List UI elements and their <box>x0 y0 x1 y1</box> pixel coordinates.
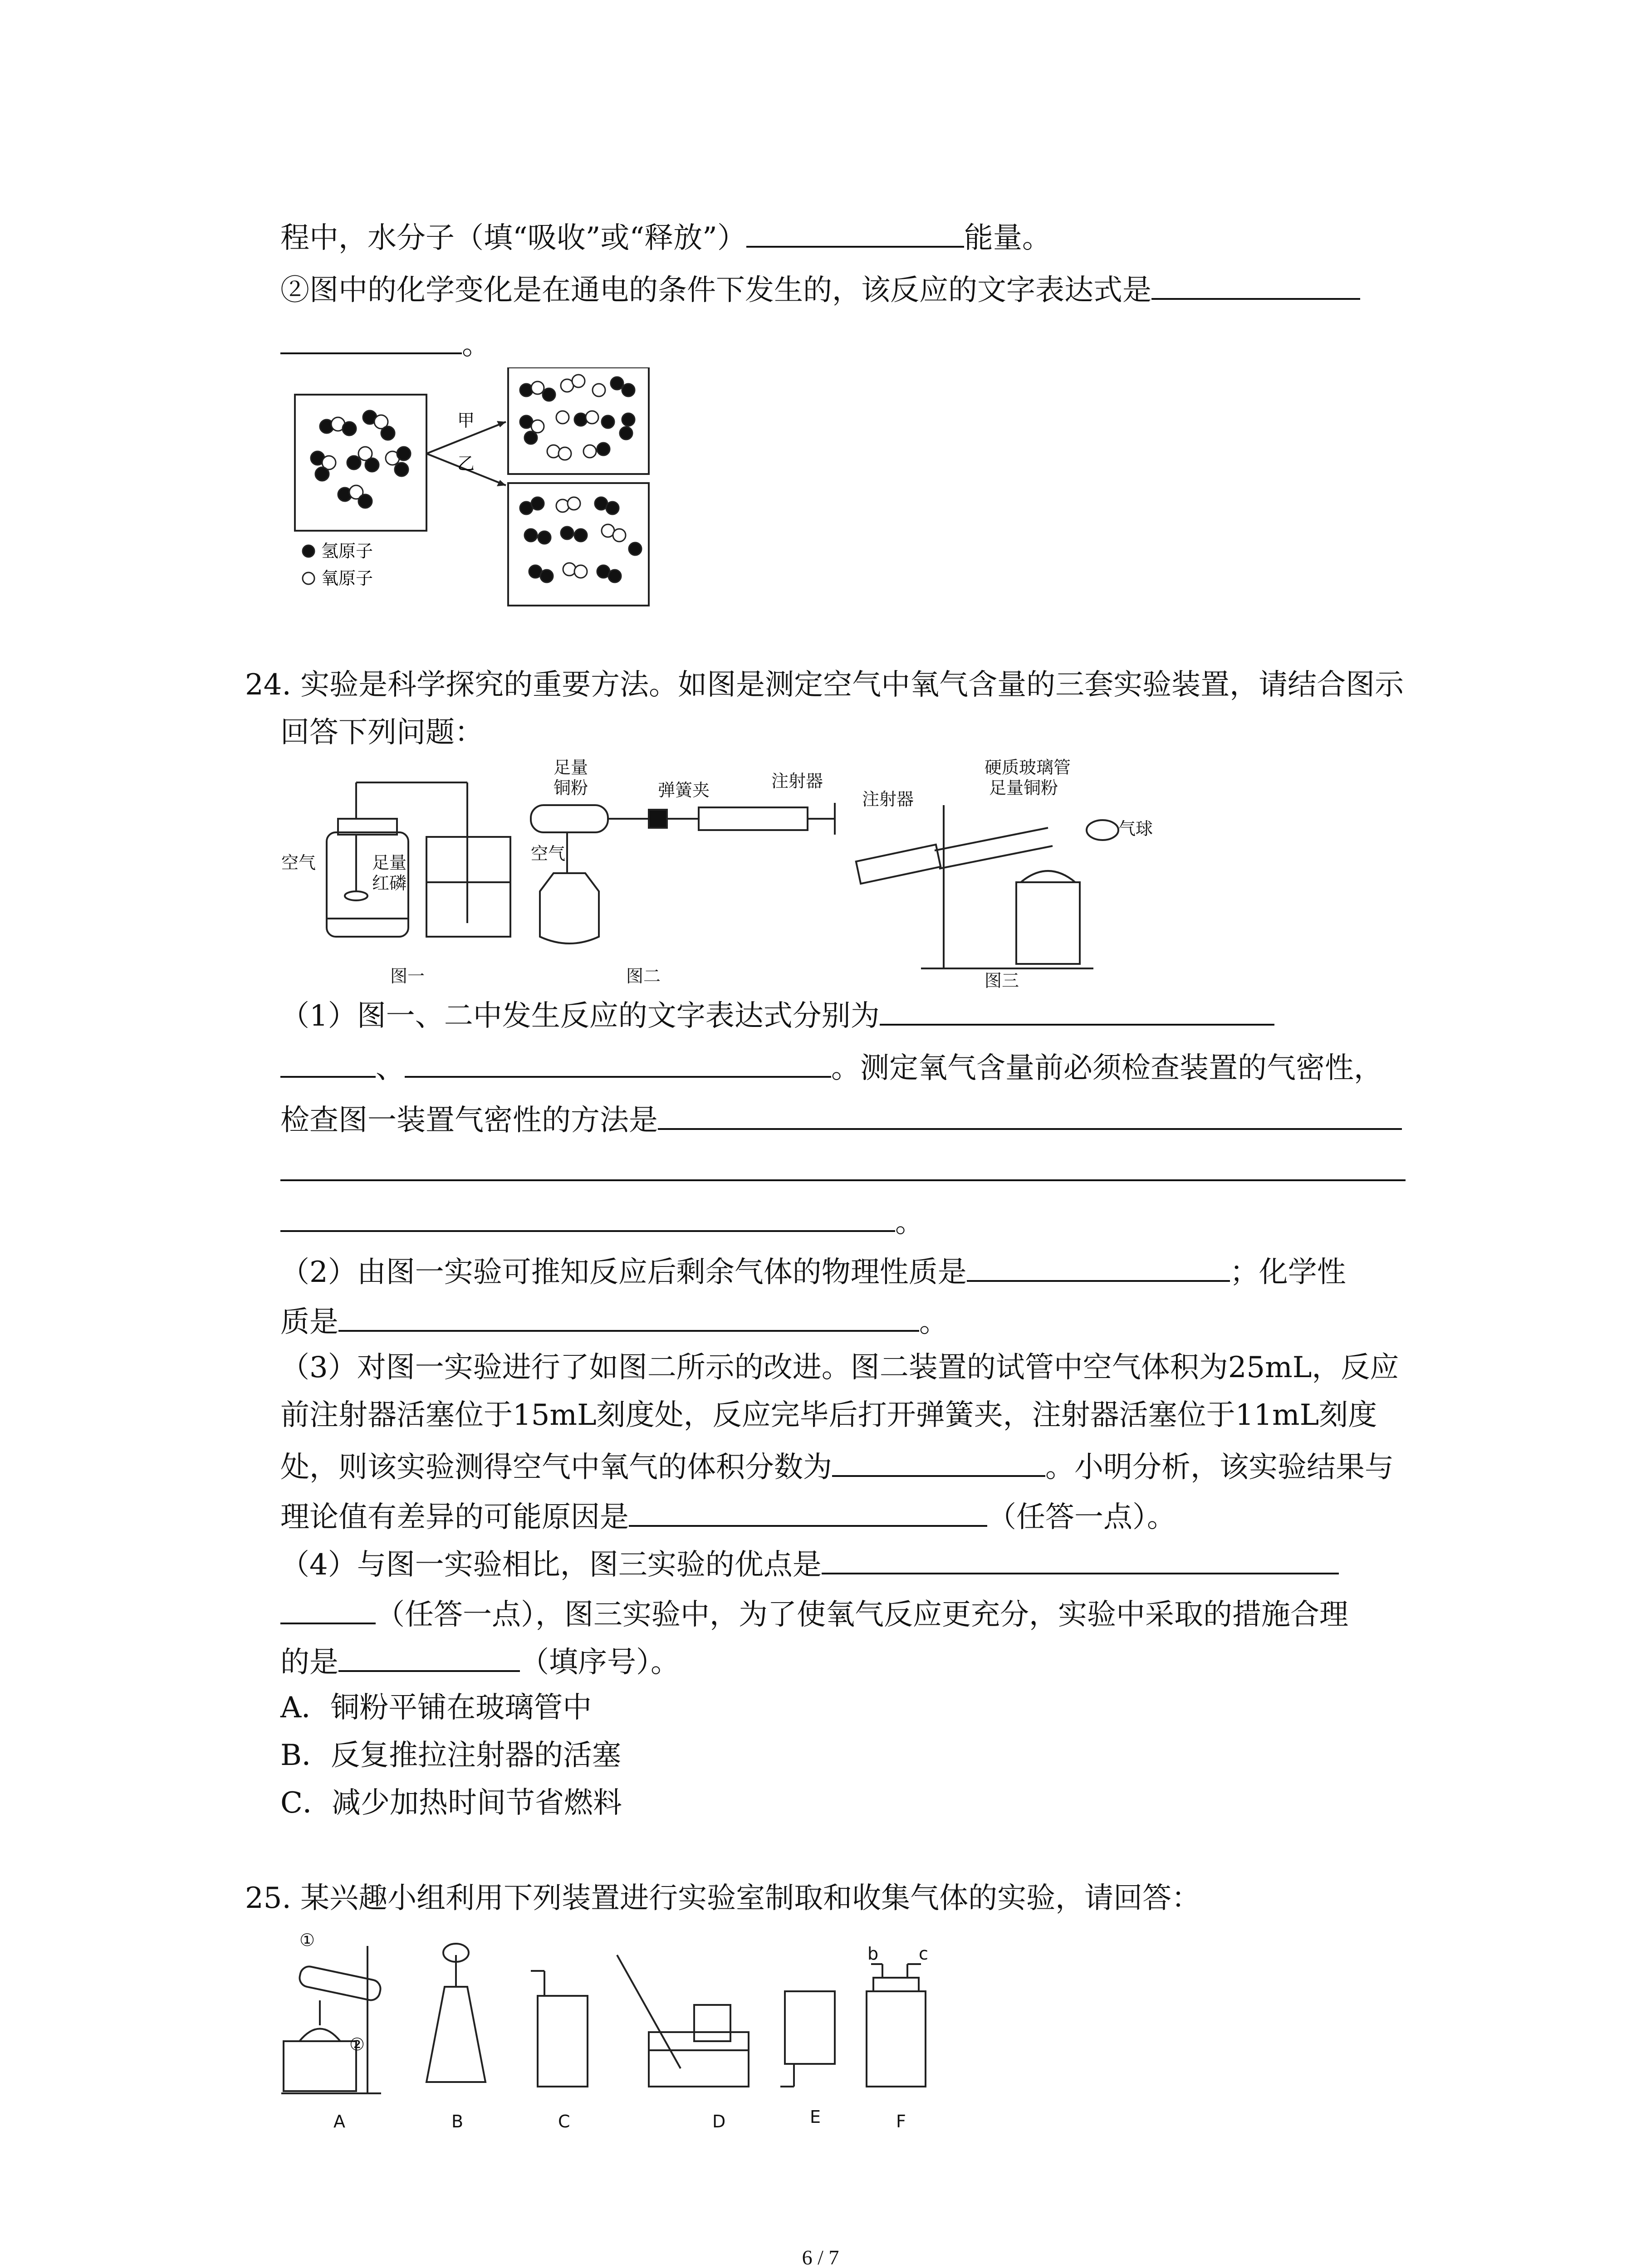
q24-p3-line4 <box>280 1497 1176 1535</box>
q24-p2-text: （2）由图一实验可推知反应后剩余气体的物理性质是 <box>280 1256 967 1289</box>
q24-p2-end: 。 <box>919 1305 948 1339</box>
q24-p3-end: （任答一点）。 <box>987 1501 1176 1534</box>
answer-blank[interactable] <box>832 1447 1045 1477</box>
label-yi: 乙 <box>457 454 475 474</box>
apparatus-label-e: E <box>810 2107 821 2127</box>
fig2-syringe-label: 注射器 <box>771 771 823 791</box>
fig3-caption: 图三 <box>985 971 1019 991</box>
q24-p2-line1 <box>280 1252 1346 1290</box>
label-c-port: c <box>919 1944 928 1964</box>
answer-blank[interactable] <box>280 1594 376 1624</box>
apparatus-label-a: A <box>333 2112 345 2131</box>
q24-p4-text: （4）与图一实验相比，图三实验的优点是 <box>280 1548 822 1582</box>
q24-p1-end: 。 <box>895 1206 924 1239</box>
fig2-label-cu2: 铜粉 <box>554 778 588 798</box>
fig1-air-label: 空气 <box>281 853 316 873</box>
q23-line3-end: 。 <box>462 328 491 362</box>
answer-blank[interactable] <box>1151 270 1360 300</box>
q24-p1-line2 <box>280 1048 1383 1086</box>
answer-blank[interactable] <box>822 1545 1339 1574</box>
mark-1: ① <box>299 1930 315 1950</box>
q23-line1-text: 程中，水分子（填“吸收”或“释放”） <box>280 221 746 255</box>
q24-p3-text: 处，则该实验测得空气中氧气的体积分数为 <box>280 1451 832 1484</box>
q24-stem-2: 回答下列问题： <box>280 716 484 749</box>
answer-blank[interactable] <box>746 218 964 248</box>
legend-oxygen: 氧原子 <box>321 568 373 588</box>
answer-blank[interactable] <box>338 1302 919 1332</box>
label-b-port: b <box>867 1944 879 1964</box>
legend-hydrogen: 氢原子 <box>321 541 373 561</box>
apparatus-label-c: C <box>558 2112 570 2131</box>
answer-blank[interactable] <box>280 324 462 354</box>
q24-p3-reason: 理论值有差异的可能原因是 <box>280 1501 629 1534</box>
q24-p4-line3 <box>280 1642 680 1681</box>
option-b: B．反复推拉注射器的活塞 <box>280 1739 622 1772</box>
fig2-label-cu1: 足量 <box>554 758 588 777</box>
answer-blank[interactable] <box>405 1048 831 1078</box>
fig3-syringe-label: 注射器 <box>862 789 914 809</box>
q23-line1-end: 能量。 <box>964 221 1051 255</box>
fig2-clamp-label: 弹簧夹 <box>658 780 710 800</box>
option-a: A．铜粉平铺在玻璃管中 <box>280 1691 592 1725</box>
electrolysis-molecule-figure <box>290 367 658 608</box>
q24-p4-line2 <box>280 1594 1348 1633</box>
apparatus-label-d: D <box>712 2112 726 2131</box>
q24-p3-line3 <box>280 1447 1394 1486</box>
q24-p3-line3-end: 。小明分析，该实验结果与 <box>1045 1451 1394 1484</box>
answer-blank[interactable] <box>338 1642 520 1672</box>
q23-line2-text: ②图中的化学变化是在通电的条件下发生的，该反应的文字表达式是 <box>280 274 1151 307</box>
fig3-balloon-label: 气球 <box>1118 819 1153 839</box>
fig3-tube-label: 硬质玻璃管 <box>985 758 1071 777</box>
fig1-caption: 图一 <box>390 966 425 986</box>
q24-p3-line1: （3）对图一实验进行了如图二所示的改进。图二装置的试管中空气体积为25mL，反应 <box>280 1351 1399 1384</box>
label-jia: 甲 <box>457 411 475 430</box>
gas-apparatus-figure <box>272 1928 971 2136</box>
q24-p2-chem: 质是 <box>280 1305 338 1339</box>
answer-blank[interactable] <box>658 1100 1402 1130</box>
q23-line1 <box>280 218 1051 256</box>
fig2-caption: 图二 <box>626 966 661 986</box>
mark-2: ② <box>349 2034 365 2054</box>
apparatus-label-f: F <box>896 2112 906 2131</box>
q24-p1-line5 <box>280 1202 924 1241</box>
option-c: C．减少加热时间节省燃料 <box>280 1786 622 1820</box>
q24-p1-line3 <box>280 1100 1402 1139</box>
answer-blank[interactable] <box>629 1497 987 1527</box>
q25-stem: 25. 某兴趣小组利用下列装置进行实验室制取和收集气体的实验，请回答： <box>245 1882 1201 1915</box>
answer-blank[interactable] <box>280 1048 376 1078</box>
q24-p1-line2-end: 。测定氧气含量前必须检查装置的气密性， <box>831 1051 1383 1085</box>
oxygen-experiment-figure <box>277 755 1184 996</box>
fig1-label-p2: 红磷 <box>372 873 407 893</box>
apparatus-label-b: B <box>451 2112 464 2131</box>
q24-p4-line2-text: （任答一点），图三实验中，为了使氧气反应更充分，实验中采取的措施合理 <box>376 1598 1348 1632</box>
fig1-label-p1: 足量 <box>372 853 407 873</box>
q23-line3 <box>280 324 491 363</box>
q24-p4-prefix: 的是 <box>280 1646 338 1679</box>
q24-p3-line2: 前注射器活塞位于15mL刻度处，反应完毕后打开弹簧夹，注射器活塞位于11mL刻度 <box>280 1398 1377 1432</box>
q24-p1-sep: 、 <box>376 1051 405 1085</box>
q24-p1-method: 检查图一装置气密性的方法是 <box>280 1104 658 1137</box>
q24-p4-end: （填序号）。 <box>520 1646 680 1679</box>
q24-p4-line1 <box>280 1545 1339 1583</box>
q24-p2-line1-end: ；化学性 <box>1230 1256 1346 1289</box>
q24-p2-line2 <box>280 1302 948 1340</box>
q24-p1-text: （1）图一、二中发生反应的文字表达式分别为 <box>280 999 880 1033</box>
page-number: 6 / 7 <box>802 2246 839 2268</box>
q23-line2 <box>280 270 1360 308</box>
answer-blank[interactable] <box>967 1252 1230 1282</box>
fig2-air-label: 空气 <box>531 844 566 864</box>
answer-blank[interactable] <box>280 1179 1406 1181</box>
q24-p1-line1 <box>280 996 1274 1034</box>
q24-stem-1: 24. 实验是科学探究的重要方法。如图是测定空气中氧气含量的三套实验装置，请结合图示 <box>245 668 1404 702</box>
answer-blank[interactable] <box>280 1202 895 1232</box>
answer-blank[interactable] <box>880 996 1274 1026</box>
fig3-cu-label: 足量铜粉 <box>989 778 1058 798</box>
